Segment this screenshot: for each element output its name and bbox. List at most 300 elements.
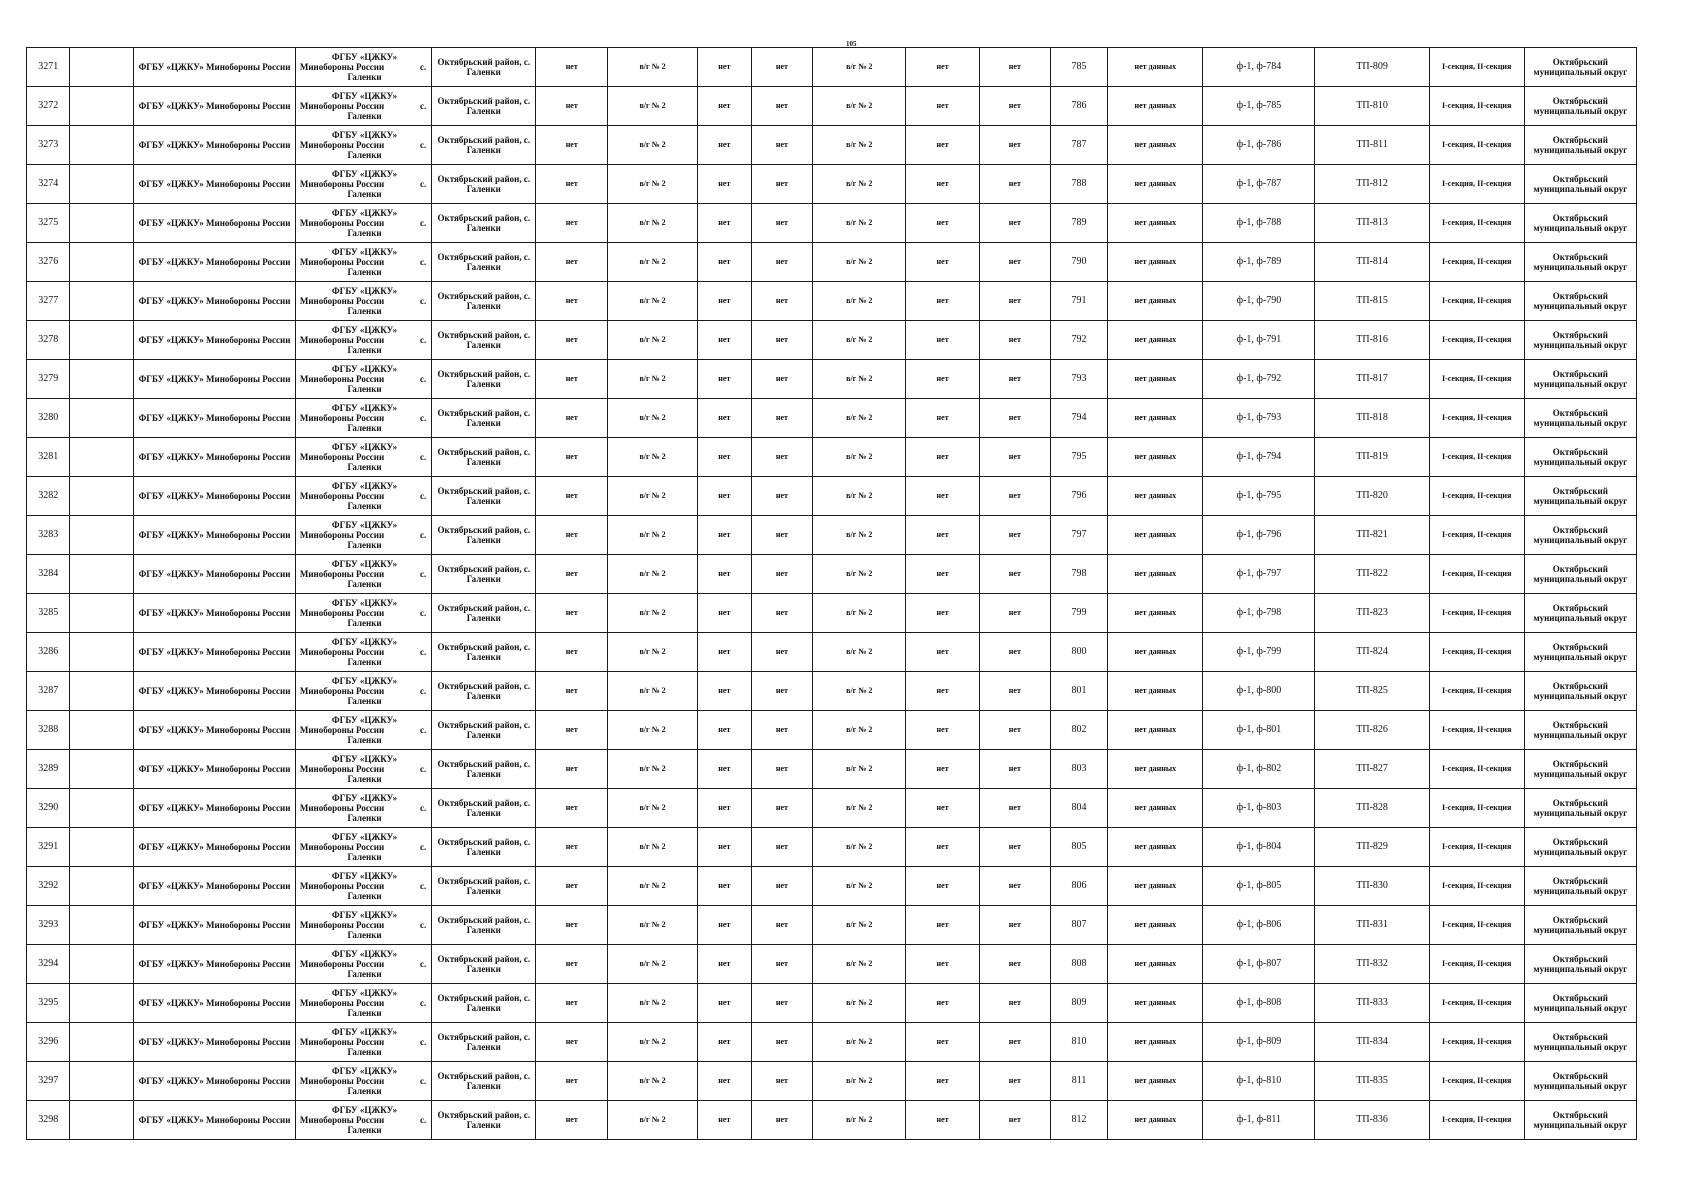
sequence-number-cell: 811: [1050, 1062, 1108, 1101]
owner-cell: ФГБУ «ЦЖКУ» Минобороны России: [134, 1062, 296, 1101]
net-cell: нет: [906, 906, 980, 945]
address-cell: Октябрьский район, с. Галенки: [432, 867, 536, 906]
operator-place: Галенки: [347, 501, 382, 511]
no-data-cell: нет данных: [1108, 438, 1203, 477]
operator-village-prefix: с.: [420, 803, 427, 813]
row-number-cell: 3284: [27, 555, 70, 594]
settlement-cell: в/г № 2: [813, 1023, 906, 1062]
settlement-cell: в/г № 2: [608, 165, 698, 204]
settlement-cell: в/г № 2: [608, 828, 698, 867]
sections-cell: I-секция, II-секция: [1429, 282, 1524, 321]
net-cell: нет: [536, 243, 608, 282]
net-cell: нет: [906, 243, 980, 282]
substation-cell: ТП-812: [1315, 165, 1429, 204]
net-cell: нет: [536, 204, 608, 243]
operator-ministry: Минобороны России: [299, 452, 385, 462]
net-cell: нет: [979, 633, 1050, 672]
sections-cell: I-секция, II-секция: [1429, 243, 1524, 282]
net-cell: нет: [751, 282, 813, 321]
sequence-number-cell: 808: [1050, 945, 1108, 984]
feeder-cell: ф-1, ф-806: [1203, 906, 1315, 945]
net-cell: нет: [751, 633, 813, 672]
row-number-cell: 3277: [27, 282, 70, 321]
table-row: [27, 126, 1637, 165]
okrug-cell: Октябрьский муниципальный округ: [1524, 126, 1636, 165]
okrug-cell: Октябрьский муниципальный округ: [1524, 633, 1636, 672]
operator-place: Галенки: [347, 462, 382, 472]
operator-line: [300, 920, 429, 930]
owner-cell: ФГБУ «ЦЖКУ» Минобороны России: [134, 633, 296, 672]
settlement-cell: в/г № 2: [813, 1101, 906, 1140]
no-data-cell: нет данных: [1108, 243, 1203, 282]
settlement-cell: в/г № 2: [608, 438, 698, 477]
operator-title: ФГБУ «ЦЖКУ»: [331, 871, 398, 881]
row-number-cell: 3275: [27, 204, 70, 243]
feeder-cell: ф-1, ф-802: [1203, 750, 1315, 789]
net-cell: нет: [751, 984, 813, 1023]
row-number-cell: 3272: [27, 87, 70, 126]
net-cell: нет: [979, 282, 1050, 321]
empty-cell: [70, 867, 134, 906]
sections-cell: I-секция, II-секция: [1429, 633, 1524, 672]
settlement-cell: в/г № 2: [608, 126, 698, 165]
settlement-cell: в/г № 2: [608, 516, 698, 555]
operator-place: Галенки: [347, 267, 382, 277]
operator-place: Галенки: [347, 891, 382, 901]
feeder-cell: ф-1, ф-809: [1203, 1023, 1315, 1062]
net-cell: нет: [751, 399, 813, 438]
operator-title: ФГБУ «ЦЖКУ»: [331, 91, 398, 101]
feeder-cell: ф-1, ф-800: [1203, 672, 1315, 711]
net-cell: нет: [979, 555, 1050, 594]
owner-cell: ФГБУ «ЦЖКУ» Минобороны России: [134, 867, 296, 906]
table-row: [27, 594, 1637, 633]
feeder-cell: ф-1, ф-797: [1203, 555, 1315, 594]
substation-cell: ТП-827: [1315, 750, 1429, 789]
operator-title: ФГБУ «ЦЖКУ»: [331, 481, 398, 491]
sections-cell: I-секция, II-секция: [1429, 750, 1524, 789]
sections-cell: I-секция, II-секция: [1429, 126, 1524, 165]
no-data-cell: нет данных: [1108, 360, 1203, 399]
operator-ministry: Минобороны России: [299, 530, 385, 540]
net-cell: нет: [751, 165, 813, 204]
net-cell: нет: [536, 984, 608, 1023]
settlement-cell: в/г № 2: [813, 711, 906, 750]
owner-cell: ФГБУ «ЦЖКУ» Минобороны России: [134, 243, 296, 282]
net-cell: нет: [536, 1101, 608, 1140]
owner-cell: ФГБУ «ЦЖКУ» Минобороны России: [134, 711, 296, 750]
operator-cell: [295, 477, 431, 516]
net-cell: нет: [906, 750, 980, 789]
operator-title: ФГБУ «ЦЖКУ»: [331, 988, 398, 998]
feeder-cell: ф-1, ф-805: [1203, 867, 1315, 906]
no-data-cell: нет данных: [1108, 867, 1203, 906]
owner-cell: ФГБУ «ЦЖКУ» Минобороны России: [134, 555, 296, 594]
operator-title: ФГБУ «ЦЖКУ»: [331, 208, 398, 218]
operator-cell: [295, 87, 431, 126]
empty-cell: [70, 828, 134, 867]
operator-line: [300, 374, 429, 384]
operator-place: Галенки: [347, 540, 382, 550]
empty-cell: [70, 1062, 134, 1101]
operator-title: ФГБУ «ЦЖКУ»: [331, 910, 398, 920]
net-cell: нет: [906, 867, 980, 906]
operator-title: ФГБУ «ЦЖКУ»: [331, 52, 398, 62]
operator-ministry: Минобороны России: [299, 62, 385, 72]
operator-village-prefix: с.: [420, 218, 427, 228]
net-cell: нет: [906, 672, 980, 711]
substation-cell: ТП-809: [1315, 48, 1429, 87]
row-number-cell: 3295: [27, 984, 70, 1023]
substation-cell: ТП-815: [1315, 282, 1429, 321]
net-cell: нет: [536, 126, 608, 165]
net-cell: нет: [536, 477, 608, 516]
row-number-cell: 3290: [27, 789, 70, 828]
operator-place: Галенки: [347, 423, 382, 433]
net-cell: нет: [979, 126, 1050, 165]
operator-ministry: Минобороны России: [299, 257, 385, 267]
operator-line: [300, 1037, 429, 1047]
table-row: [27, 477, 1637, 516]
net-cell: нет: [751, 945, 813, 984]
row-number-cell: 3298: [27, 1101, 70, 1140]
address-cell: Октябрьский район, с. Галенки: [432, 633, 536, 672]
substation-cell: ТП-831: [1315, 906, 1429, 945]
net-cell: нет: [979, 243, 1050, 282]
okrug-cell: Октябрьский муниципальный округ: [1524, 711, 1636, 750]
settlement-cell: в/г № 2: [608, 243, 698, 282]
operator-cell: [295, 399, 431, 438]
settlement-cell: в/г № 2: [608, 984, 698, 1023]
empty-cell: [70, 360, 134, 399]
substation-cell: ТП-814: [1315, 243, 1429, 282]
address-cell: Октябрьский район, с. Галенки: [432, 711, 536, 750]
net-cell: нет: [536, 165, 608, 204]
operator-title: ФГБУ «ЦЖКУ»: [331, 832, 398, 842]
table-row: [27, 1101, 1637, 1140]
operator-place: Галенки: [347, 72, 382, 82]
net-cell: нет: [906, 360, 980, 399]
settlement-cell: в/г № 2: [813, 555, 906, 594]
operator-line: [300, 530, 429, 540]
operator-line: [300, 1115, 429, 1125]
no-data-cell: нет данных: [1108, 204, 1203, 243]
operator-ministry: Минобороны России: [299, 842, 385, 852]
sections-cell: I-секция, II-секция: [1429, 906, 1524, 945]
operator-cell: [295, 867, 431, 906]
operator-line: [300, 179, 429, 189]
settlement-cell: в/г № 2: [813, 750, 906, 789]
settlement-cell: в/г № 2: [608, 48, 698, 87]
net-cell: нет: [751, 672, 813, 711]
operator-place: Галенки: [347, 228, 382, 238]
net-cell: нет: [979, 321, 1050, 360]
table-row: [27, 555, 1637, 594]
net-cell: нет: [698, 1101, 752, 1140]
feeder-cell: ф-1, ф-784: [1203, 48, 1315, 87]
operator-place: Галенки: [347, 345, 382, 355]
operator-cell: [295, 282, 431, 321]
operator-place: Галенки: [347, 735, 382, 745]
operator-place: Галенки: [347, 813, 382, 823]
settlement-cell: в/г № 2: [608, 750, 698, 789]
operator-cell: [295, 516, 431, 555]
operator-cell: [295, 711, 431, 750]
address-cell: Октябрьский район, с. Галенки: [432, 516, 536, 555]
okrug-cell: Октябрьский муниципальный округ: [1524, 282, 1636, 321]
net-cell: нет: [979, 438, 1050, 477]
owner-cell: ФГБУ «ЦЖКУ» Минобороны России: [134, 750, 296, 789]
settlement-cell: в/г № 2: [813, 984, 906, 1023]
operator-ministry: Минобороны России: [299, 998, 385, 1008]
empty-cell: [70, 165, 134, 204]
operator-village-prefix: с.: [420, 1037, 427, 1047]
table-row: [27, 165, 1637, 204]
row-number-cell: 3278: [27, 321, 70, 360]
address-cell: Октябрьский район, с. Галенки: [432, 750, 536, 789]
sequence-number-cell: 787: [1050, 126, 1108, 165]
net-cell: нет: [751, 594, 813, 633]
sections-cell: I-секция, II-секция: [1429, 1062, 1524, 1101]
net-cell: нет: [751, 204, 813, 243]
net-cell: нет: [979, 984, 1050, 1023]
table-row: [27, 867, 1637, 906]
sections-cell: I-секция, II-секция: [1429, 672, 1524, 711]
net-cell: нет: [536, 789, 608, 828]
okrug-cell: Октябрьский муниципальный округ: [1524, 906, 1636, 945]
operator-village-prefix: с.: [420, 686, 427, 696]
net-cell: нет: [979, 867, 1050, 906]
substation-cell: ТП-811: [1315, 126, 1429, 165]
net-cell: нет: [979, 165, 1050, 204]
no-data-cell: нет данных: [1108, 594, 1203, 633]
operator-cell: [295, 1062, 431, 1101]
net-cell: нет: [979, 789, 1050, 828]
okrug-cell: Октябрьский муниципальный округ: [1524, 516, 1636, 555]
address-cell: Октябрьский район, с. Галенки: [432, 984, 536, 1023]
table-row: [27, 750, 1637, 789]
operator-place: Галенки: [347, 306, 382, 316]
operator-ministry: Минобороны России: [299, 959, 385, 969]
no-data-cell: нет данных: [1108, 633, 1203, 672]
net-cell: нет: [751, 321, 813, 360]
owner-cell: ФГБУ «ЦЖКУ» Минобороны России: [134, 945, 296, 984]
table-row: [27, 282, 1637, 321]
operator-village-prefix: с.: [420, 257, 427, 267]
operator-ministry: Минобороны России: [299, 1115, 385, 1125]
table-row: [27, 243, 1637, 282]
net-cell: нет: [906, 516, 980, 555]
operator-title: ФГБУ «ЦЖКУ»: [331, 754, 398, 764]
operator-line: [300, 452, 429, 462]
operator-cell: [295, 984, 431, 1023]
net-cell: нет: [751, 48, 813, 87]
table-row: [27, 789, 1637, 828]
operator-title: ФГБУ «ЦЖКУ»: [331, 1066, 398, 1076]
operator-village-prefix: с.: [420, 764, 427, 774]
net-cell: нет: [906, 126, 980, 165]
net-cell: нет: [906, 945, 980, 984]
okrug-cell: Октябрьский муниципальный округ: [1524, 87, 1636, 126]
operator-ministry: Минобороны России: [299, 569, 385, 579]
no-data-cell: нет данных: [1108, 321, 1203, 360]
operator-line: [300, 62, 429, 72]
operator-cell: [295, 360, 431, 399]
empty-cell: [70, 789, 134, 828]
sections-cell: I-секция, II-секция: [1429, 48, 1524, 87]
operator-line: [300, 218, 429, 228]
row-number-cell: 3294: [27, 945, 70, 984]
operator-place: Галенки: [347, 111, 382, 121]
net-cell: нет: [536, 282, 608, 321]
operator-ministry: Минобороны России: [299, 218, 385, 228]
feeder-cell: ф-1, ф-804: [1203, 828, 1315, 867]
address-cell: Октябрьский район, с. Галенки: [432, 1023, 536, 1062]
empty-cell: [70, 633, 134, 672]
net-cell: нет: [751, 828, 813, 867]
settlement-cell: в/г № 2: [608, 204, 698, 243]
sequence-number-cell: 793: [1050, 360, 1108, 399]
sections-cell: I-секция, II-секция: [1429, 438, 1524, 477]
net-cell: нет: [751, 555, 813, 594]
no-data-cell: нет данных: [1108, 516, 1203, 555]
empty-cell: [70, 711, 134, 750]
okrug-cell: Октябрьский муниципальный округ: [1524, 789, 1636, 828]
empty-cell: [70, 48, 134, 87]
operator-village-prefix: с.: [420, 959, 427, 969]
net-cell: нет: [536, 828, 608, 867]
operator-ministry: Минобороны России: [299, 491, 385, 501]
net-cell: нет: [979, 1101, 1050, 1140]
settlement-cell: в/г № 2: [813, 321, 906, 360]
owner-cell: ФГБУ «ЦЖКУ» Минобороны России: [134, 789, 296, 828]
operator-place: Галенки: [347, 969, 382, 979]
net-cell: нет: [751, 906, 813, 945]
operator-cell: [295, 1023, 431, 1062]
net-cell: нет: [536, 633, 608, 672]
sequence-number-cell: 807: [1050, 906, 1108, 945]
row-number-cell: 3288: [27, 711, 70, 750]
owner-cell: ФГБУ «ЦЖКУ» Минобороны России: [134, 1023, 296, 1062]
operator-ministry: Минобороны России: [299, 1076, 385, 1086]
sequence-number-cell: 798: [1050, 555, 1108, 594]
net-cell: нет: [751, 243, 813, 282]
no-data-cell: нет данных: [1108, 1023, 1203, 1062]
net-cell: нет: [751, 87, 813, 126]
net-cell: нет: [536, 672, 608, 711]
feeder-cell: ф-1, ф-788: [1203, 204, 1315, 243]
substation-cell: ТП-824: [1315, 633, 1429, 672]
sections-cell: I-секция, II-секция: [1429, 165, 1524, 204]
settlement-cell: в/г № 2: [608, 1062, 698, 1101]
net-cell: нет: [698, 984, 752, 1023]
sequence-number-cell: 789: [1050, 204, 1108, 243]
operator-village-prefix: с.: [420, 491, 427, 501]
net-cell: нет: [751, 477, 813, 516]
no-data-cell: нет данных: [1108, 945, 1203, 984]
net-cell: нет: [536, 399, 608, 438]
net-cell: нет: [536, 48, 608, 87]
operator-cell: [295, 48, 431, 87]
operator-ministry: Минобороны России: [299, 296, 385, 306]
table-row: [27, 633, 1637, 672]
empty-cell: [70, 399, 134, 438]
sequence-number-cell: 802: [1050, 711, 1108, 750]
net-cell: нет: [698, 87, 752, 126]
operator-line: [300, 725, 429, 735]
operator-place: Галенки: [347, 1125, 382, 1135]
operator-title: ФГБУ «ЦЖКУ»: [331, 1027, 398, 1037]
row-number-cell: 3291: [27, 828, 70, 867]
sections-cell: I-секция, II-секция: [1429, 477, 1524, 516]
net-cell: нет: [751, 867, 813, 906]
net-cell: нет: [906, 165, 980, 204]
table-row: [27, 711, 1637, 750]
substation-cell: ТП-835: [1315, 1062, 1429, 1101]
operator-title: ФГБУ «ЦЖКУ»: [331, 247, 398, 257]
net-cell: нет: [979, 711, 1050, 750]
net-cell: нет: [979, 477, 1050, 516]
substation-cell: ТП-813: [1315, 204, 1429, 243]
operator-ministry: Минобороны России: [299, 140, 385, 150]
okrug-cell: Октябрьский муниципальный округ: [1524, 1062, 1636, 1101]
net-cell: нет: [698, 750, 752, 789]
sections-cell: I-секция, II-секция: [1429, 984, 1524, 1023]
owner-cell: ФГБУ «ЦЖКУ» Минобороны России: [134, 672, 296, 711]
row-number-cell: 3279: [27, 360, 70, 399]
operator-title: ФГБУ «ЦЖКУ»: [331, 1105, 398, 1115]
sequence-number-cell: 795: [1050, 438, 1108, 477]
substation-cell: ТП-829: [1315, 828, 1429, 867]
net-cell: нет: [698, 945, 752, 984]
owner-cell: ФГБУ «ЦЖКУ» Минобороны России: [134, 438, 296, 477]
no-data-cell: нет данных: [1108, 399, 1203, 438]
operator-village-prefix: с.: [420, 1115, 427, 1125]
sequence-number-cell: 805: [1050, 828, 1108, 867]
net-cell: нет: [698, 48, 752, 87]
row-number-cell: 3289: [27, 750, 70, 789]
row-number-cell: 3281: [27, 438, 70, 477]
operator-place: Галенки: [347, 189, 382, 199]
net-cell: нет: [536, 906, 608, 945]
operator-line: [300, 764, 429, 774]
operator-title: ФГБУ «ЦЖКУ»: [331, 364, 398, 374]
no-data-cell: нет данных: [1108, 906, 1203, 945]
feeder-cell: ф-1, ф-790: [1203, 282, 1315, 321]
settlement-cell: в/г № 2: [813, 165, 906, 204]
owner-cell: ФГБУ «ЦЖКУ» Минобороны России: [134, 594, 296, 633]
operator-place: Галенки: [347, 150, 382, 160]
operator-title: ФГБУ «ЦЖКУ»: [331, 598, 398, 608]
no-data-cell: нет данных: [1108, 282, 1203, 321]
operator-place: Галенки: [347, 618, 382, 628]
operator-title: ФГБУ «ЦЖКУ»: [331, 676, 398, 686]
operator-village-prefix: с.: [420, 725, 427, 735]
net-cell: нет: [979, 516, 1050, 555]
operator-cell: [295, 1101, 431, 1140]
feeder-cell: ф-1, ф-795: [1203, 477, 1315, 516]
settlement-cell: в/г № 2: [608, 867, 698, 906]
net-cell: нет: [698, 1062, 752, 1101]
owner-cell: ФГБУ «ЦЖКУ» Минобороны России: [134, 1101, 296, 1140]
settlement-cell: в/г № 2: [608, 711, 698, 750]
owner-cell: ФГБУ «ЦЖКУ» Минобороны России: [134, 321, 296, 360]
empty-cell: [70, 204, 134, 243]
empty-cell: [70, 750, 134, 789]
sections-cell: I-секция, II-секция: [1429, 1023, 1524, 1062]
sequence-number-cell: 799: [1050, 594, 1108, 633]
feeder-cell: ф-1, ф-791: [1203, 321, 1315, 360]
